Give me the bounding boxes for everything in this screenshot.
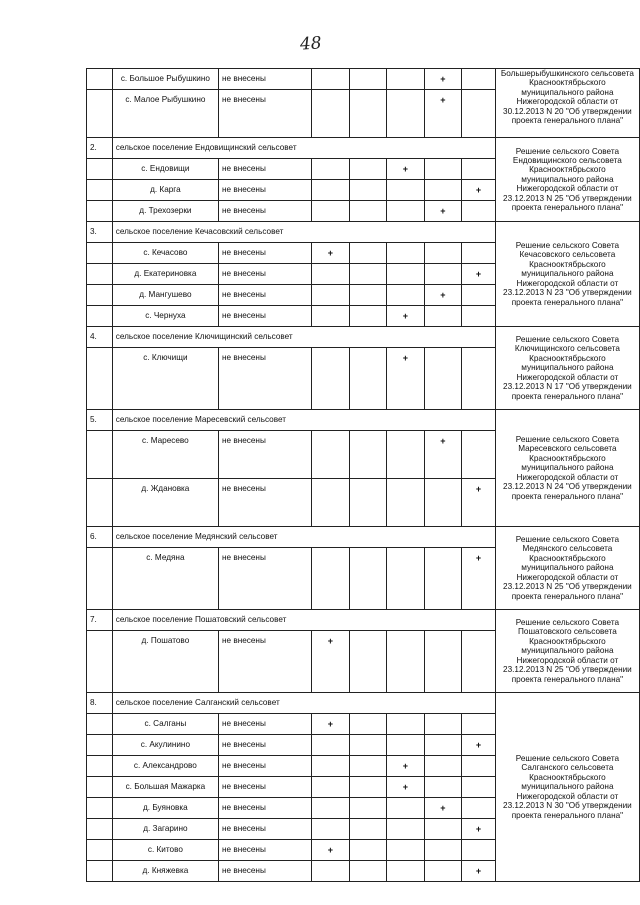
section-number: 7.: [87, 610, 113, 631]
document-reference: Решение сельского Совета Маресевского сельсовета Краснооктябрьского муниципального района Нижегородской области от 23.12.2013 N 24 "Об утверждении проекта генерального плана": [495, 410, 639, 527]
mark-cell: [387, 777, 425, 798]
mark-cell: [312, 90, 350, 138]
row-number-cell: [87, 735, 113, 756]
mark-cell: [349, 431, 386, 479]
mark-cell: [424, 285, 462, 306]
mark-cell: [462, 861, 496, 882]
row-number-cell: [87, 348, 113, 410]
mark-cell: [424, 159, 462, 180]
mark-cell: [424, 264, 462, 285]
plus-mark: +: [327, 636, 333, 646]
mark-cell: [349, 264, 386, 285]
mark-cell: [462, 735, 496, 756]
section-title: сельское поселение Ендовищинский сельсовет: [112, 138, 495, 159]
plus-mark: +: [475, 865, 482, 876]
mark-cell: [387, 243, 425, 264]
section-header-row: [87, 327, 640, 348]
village-name: с. Малое Рыбушкино: [112, 90, 218, 138]
mark-cell: [349, 714, 386, 735]
mark-cell: [349, 285, 386, 306]
row-number-cell: [87, 714, 113, 735]
row-number-cell: [87, 201, 113, 222]
section-header-row: [87, 222, 640, 243]
mark-cell: [462, 714, 496, 735]
status-text: не внесены: [219, 819, 312, 840]
row-number-cell: [87, 243, 113, 264]
status-text: не внесены: [219, 243, 312, 264]
plus-mark: +: [327, 718, 333, 729]
village-name: с. Кечасово: [112, 243, 218, 264]
mark-cell: [424, 306, 462, 327]
mark-cell: [349, 777, 386, 798]
status-text: не внесены: [219, 201, 312, 222]
mark-cell: [349, 306, 386, 327]
status-text: не внесены: [219, 431, 312, 479]
plus-mark: +: [402, 781, 408, 792]
mark-cell: [387, 861, 425, 882]
row-number-cell: [87, 548, 113, 610]
mark-cell: [349, 159, 386, 180]
table-row: [87, 69, 640, 90]
village-name: с. Ключищи: [112, 348, 218, 410]
plus-mark: +: [475, 553, 482, 563]
mark-cell: [312, 264, 350, 285]
mark-cell: [349, 69, 386, 90]
section-header-row: [87, 693, 640, 714]
section-number: 6.: [87, 527, 113, 548]
mark-cell: [312, 548, 350, 610]
mark-cell: [462, 548, 496, 610]
section-number: 4.: [87, 327, 113, 348]
mark-cell: [462, 243, 496, 264]
status-text: не внесены: [219, 348, 312, 410]
mark-cell: [424, 631, 462, 693]
mark-cell: [387, 735, 425, 756]
mark-cell: [349, 861, 386, 882]
page-number: 48: [299, 33, 323, 55]
mark-cell: [424, 840, 462, 861]
mark-cell: [424, 861, 462, 882]
mark-cell: [349, 840, 386, 861]
village-name: д. Загарино: [112, 819, 218, 840]
mark-cell: [462, 819, 496, 840]
row-number-cell: [87, 819, 113, 840]
plus-mark: +: [327, 844, 333, 855]
section-title: сельское поселение Пошатовский сельсовет: [112, 610, 495, 631]
section-number: 5.: [87, 410, 113, 431]
section-number: 2.: [87, 138, 113, 159]
mark-cell: [424, 819, 462, 840]
mark-cell: [349, 201, 386, 222]
status-text: не внесены: [219, 285, 312, 306]
mark-cell: [424, 90, 462, 138]
village-name: с. Салганы: [112, 714, 218, 735]
mark-cell: [349, 756, 386, 777]
mark-cell: [462, 159, 496, 180]
plus-mark: +: [475, 823, 482, 834]
plus-mark: +: [475, 484, 482, 494]
mark-cell: [462, 777, 496, 798]
plus-mark: +: [440, 95, 446, 105]
village-name: д. Княжевка: [112, 861, 218, 882]
status-text: не внесены: [219, 840, 312, 861]
mark-cell: [462, 798, 496, 819]
document-reference: Решение сельского Совета Ендовищинского сельсовета Краснооктябрьского муниципального района Нижегородской области от 23.12.2013 N 25 "Об утверждении проекта генерального плана": [495, 138, 639, 222]
mark-cell: [312, 69, 350, 90]
mark-cell: [462, 90, 496, 138]
status-text: не внесены: [219, 306, 312, 327]
mark-cell: [387, 90, 425, 138]
mark-cell: [349, 180, 386, 201]
mark-cell: [349, 90, 386, 138]
mark-cell: [387, 285, 425, 306]
plus-mark: +: [440, 73, 446, 84]
status-text: не внесены: [219, 69, 312, 90]
mark-cell: [462, 264, 496, 285]
village-name: с. Маресево: [112, 431, 218, 479]
mark-cell: [424, 348, 462, 410]
row-number-cell: [87, 861, 113, 882]
mark-cell: [424, 714, 462, 735]
status-text: не внесены: [219, 180, 312, 201]
status-text: не внесены: [219, 798, 312, 819]
plus-mark: +: [402, 310, 408, 321]
mark-cell: [387, 840, 425, 861]
mark-cell: [424, 735, 462, 756]
document-reference: Решение сельского Совета Салганского сельсовета Краснооктябрьского муниципального района Нижегородской области от 23.12.2013 N 30 "Об утверждении проекта генерального плана": [495, 693, 639, 882]
status-text: не внесены: [219, 631, 312, 693]
mark-cell: [349, 243, 386, 264]
section-title: сельское поселение Ключищинский сельсовет: [112, 327, 495, 348]
status-text: не внесены: [219, 548, 312, 610]
village-name: с. Большая Мажарка: [112, 777, 218, 798]
plus-mark: +: [440, 289, 446, 300]
mark-cell: [312, 861, 350, 882]
row-number-cell: [87, 631, 113, 693]
village-name: с. Александрово: [112, 756, 218, 777]
mark-cell: [462, 306, 496, 327]
mark-cell: [387, 631, 425, 693]
status-text: не внесены: [219, 479, 312, 527]
mark-cell: [387, 306, 425, 327]
mark-cell: [312, 431, 350, 479]
village-name: с. Ендовищи: [112, 159, 218, 180]
mark-cell: [424, 548, 462, 610]
village-name: с. Большое Рыбушкино: [112, 69, 218, 90]
mark-cell: [462, 840, 496, 861]
mark-cell: [312, 714, 350, 735]
status-text: не внесены: [219, 90, 312, 138]
mark-cell: [424, 201, 462, 222]
mark-cell: [387, 264, 425, 285]
mark-cell: [462, 631, 496, 693]
mark-cell: [387, 756, 425, 777]
section-header-row: [87, 610, 640, 631]
section-title: сельское поселение Маресевский сельсовет: [112, 410, 495, 431]
mark-cell: [349, 348, 386, 410]
section-header-row: [87, 138, 640, 159]
village-name: д. Буяновка: [112, 798, 218, 819]
mark-cell: [312, 819, 350, 840]
mark-cell: [387, 798, 425, 819]
row-number-cell: [87, 431, 113, 479]
plus-mark: +: [475, 739, 482, 750]
plus-mark: +: [440, 802, 446, 813]
mark-cell: [349, 735, 386, 756]
row-number-cell: [87, 756, 113, 777]
mark-cell: [312, 777, 350, 798]
village-name: с. Акулинино: [112, 735, 218, 756]
plus-mark: +: [402, 353, 408, 363]
document-reference: Решение сельского Совета Кечасовского сельсовета Краснооктябрьского муниципального района Нижегородской области от 23.12.2013 N 23 "Об утверждении проекта генерального плана": [495, 222, 639, 327]
mark-cell: [387, 431, 425, 479]
row-number-cell: [87, 840, 113, 861]
status-text: не внесены: [219, 264, 312, 285]
mark-cell: [312, 306, 350, 327]
mark-cell: [312, 798, 350, 819]
mark-cell: [349, 548, 386, 610]
section-header-row: [87, 527, 640, 548]
mark-cell: [424, 756, 462, 777]
mark-cell: [424, 431, 462, 479]
mark-cell: [349, 479, 386, 527]
mark-cell: [462, 348, 496, 410]
mark-cell: [387, 479, 425, 527]
plus-mark: +: [440, 436, 446, 446]
mark-cell: [312, 631, 350, 693]
status-text: не внесены: [219, 714, 312, 735]
plus-mark: +: [475, 184, 482, 195]
section-title: сельское поселение Кечасовский сельсовет: [112, 222, 495, 243]
section-number: 3.: [87, 222, 113, 243]
plus-mark: +: [475, 268, 482, 279]
document-reference: Решение сельского Совета Ключищинского сельсовета Краснооктябрьского муниципального района Нижегородской области от 23.12.2013 N 17 "Об утверждении проекта генерального плана": [495, 327, 639, 410]
mark-cell: [462, 180, 496, 201]
mark-cell: [349, 798, 386, 819]
row-number-cell: [87, 479, 113, 527]
village-name: д. Трехозерки: [112, 201, 218, 222]
mark-cell: [424, 777, 462, 798]
row-number-cell: [87, 159, 113, 180]
mark-cell: [424, 479, 462, 527]
mark-cell: [387, 180, 425, 201]
mark-cell: [462, 69, 496, 90]
document-reference: Решение сельского Совета Медянского сельсовета Краснооктябрьского муниципального района Нижегородской области от 23.12.2013 N 25 "Об утверждении проекта генерального плана": [495, 527, 639, 610]
mark-cell: [312, 735, 350, 756]
village-name: с. Чернуха: [112, 306, 218, 327]
mark-cell: [387, 714, 425, 735]
mark-cell: [387, 819, 425, 840]
mark-cell: [462, 431, 496, 479]
row-number-cell: [87, 264, 113, 285]
village-name: д. Карга: [112, 180, 218, 201]
status-text: не внесены: [219, 159, 312, 180]
mark-cell: [349, 631, 386, 693]
village-name: д. Екатериновка: [112, 264, 218, 285]
mark-cell: [312, 201, 350, 222]
mark-cell: [312, 756, 350, 777]
mark-cell: [424, 243, 462, 264]
mark-cell: [387, 159, 425, 180]
plus-mark: +: [440, 205, 446, 216]
status-text: не внесены: [219, 735, 312, 756]
mark-cell: [387, 69, 425, 90]
mark-cell: [462, 479, 496, 527]
mark-cell: [387, 548, 425, 610]
mark-cell: [312, 285, 350, 306]
mark-cell: [387, 201, 425, 222]
mark-cell: [312, 348, 350, 410]
section-title: сельское поселение Салганский сельсовет: [112, 693, 495, 714]
section-title: сельское поселение Медянский сельсовет: [112, 527, 495, 548]
status-text: не внесены: [219, 777, 312, 798]
village-name: д. Ждановка: [112, 479, 218, 527]
mark-cell: [349, 819, 386, 840]
document-reference: Большерыбушкинского сельсовета Краснооктябрьского муниципального района Нижегородской области от 30.12.2013 N 20 "Об утверждении проекта генерального плана": [495, 69, 639, 138]
section-number: 8.: [87, 693, 113, 714]
plus-mark: +: [327, 247, 333, 258]
mark-cell: [312, 840, 350, 861]
mark-cell: [462, 285, 496, 306]
row-number-cell: [87, 777, 113, 798]
mark-cell: [387, 348, 425, 410]
mark-cell: [312, 243, 350, 264]
mark-cell: [462, 756, 496, 777]
village-name: д. Пошатово: [112, 631, 218, 693]
mark-cell: [312, 479, 350, 527]
mark-cell: [424, 180, 462, 201]
row-number-cell: [87, 180, 113, 201]
village-name: д. Мангушево: [112, 285, 218, 306]
row-number-cell: [87, 306, 113, 327]
mark-cell: [424, 69, 462, 90]
row-number-cell: [87, 69, 113, 90]
village-name: с. Медяна: [112, 548, 218, 610]
status-text: не внесены: [219, 756, 312, 777]
section-header-row: [87, 410, 640, 431]
village-name: с. Китово: [112, 840, 218, 861]
mark-cell: [462, 201, 496, 222]
document-reference: Решение сельского Совета Пошатовского сельсовета Краснооктябрьского муниципального района Нижегородской области от 23.12.2013 N 25 "Об утверждении проекта генерального плана": [495, 610, 639, 693]
settlements-table: [86, 68, 640, 882]
mark-cell: [312, 180, 350, 201]
row-number-cell: [87, 90, 113, 138]
plus-mark: +: [402, 760, 408, 771]
status-text: не внесены: [219, 861, 312, 882]
row-number-cell: [87, 798, 113, 819]
row-number-cell: [87, 285, 113, 306]
mark-cell: [424, 798, 462, 819]
plus-mark: +: [402, 163, 408, 174]
mark-cell: [312, 159, 350, 180]
